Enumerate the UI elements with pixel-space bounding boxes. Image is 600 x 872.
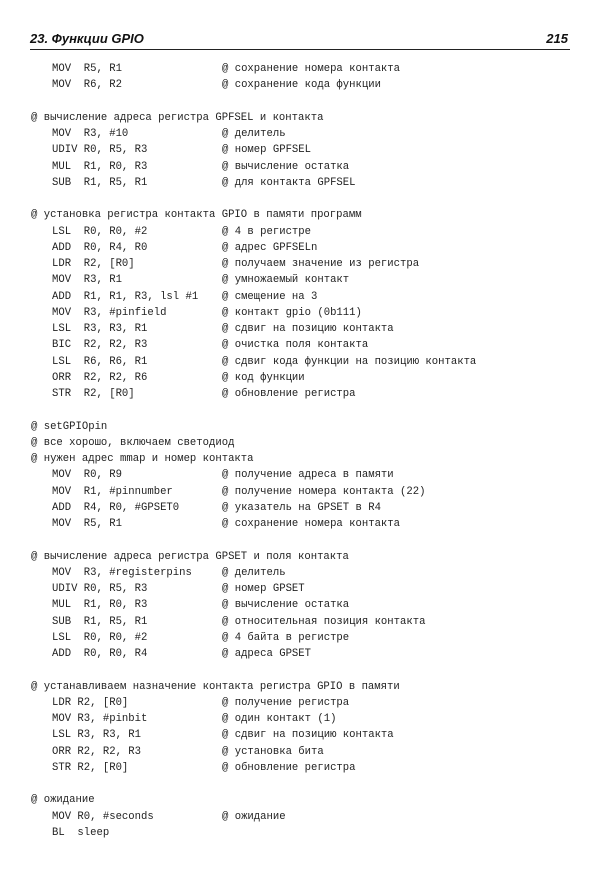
- instruction: ADD R0, R4, R0: [52, 242, 148, 254]
- section-comment: @ setGPIOpin: [31, 421, 108, 433]
- inline-comment: @ получение номера контакта (22): [222, 486, 426, 498]
- inline-comment: @ адреса GPSET: [222, 648, 312, 660]
- instruction: LSL R0, R0, #2: [52, 226, 148, 238]
- instruction: ADD R0, R0, R4: [52, 648, 148, 660]
- instruction: MOV R3, #pinbit: [52, 713, 148, 725]
- instruction: LDR R2, [R0]: [52, 697, 129, 709]
- inline-comment: @ установка бита: [222, 746, 324, 758]
- instruction: MOV R1, #pinnumber: [52, 486, 173, 498]
- instruction: MOV R3, #registerpins: [52, 567, 192, 579]
- inline-comment: @ получение адреса в памяти: [222, 469, 394, 481]
- inline-comment: @ сохранение кода функции: [222, 79, 381, 91]
- instruction: LSL R6, R6, R1: [52, 356, 148, 368]
- inline-comment: @ относительная позиция контакта: [222, 616, 426, 628]
- inline-comment: @ контакт gpio (0b111): [222, 307, 362, 319]
- section-comment: @ вычисление адреса регистра GPSET и поля контакта: [31, 551, 349, 563]
- instruction: UDIV R0, R5, R3: [52, 144, 148, 156]
- instruction: MOV R5, R1: [52, 63, 122, 75]
- inline-comment: @ номер GPFSEL: [222, 144, 312, 156]
- inline-comment: @ обновление регистра: [222, 388, 356, 400]
- instruction: MOV R5, R1: [52, 518, 122, 530]
- instruction: STR R2, [R0]: [52, 388, 135, 400]
- chapter-title: 23. Функции GPIO: [30, 31, 144, 46]
- inline-comment: @ получаем значение из регистра: [222, 258, 420, 270]
- instruction: BIC R2, R2, R3: [52, 339, 148, 351]
- inline-comment: @ 4 в регистре: [222, 226, 312, 238]
- inline-comment: @ делитель: [222, 567, 286, 579]
- instruction: MOV R3, R1: [52, 274, 122, 286]
- inline-comment: @ сдвиг на позицию контакта: [222, 729, 394, 741]
- inline-comment: @ умножаемый контакт: [222, 274, 350, 286]
- section-comment: @ вычисление адреса регистра GPFSEL и контакта: [31, 112, 324, 124]
- inline-comment: @ сохранение номера контакта: [222, 63, 401, 75]
- inline-comment: @ сдвиг кода функции на позицию контакта: [222, 356, 477, 368]
- inline-comment: @ сохранение номера контакта: [222, 518, 401, 530]
- instruction: LSL R3, R3, R1: [52, 729, 142, 741]
- inline-comment: @ один контакт (1): [222, 713, 337, 725]
- inline-comment: @ указатель на GPSET в R4: [222, 502, 381, 514]
- inline-comment: @ адрес GPFSELn: [222, 242, 318, 254]
- instruction: ADD R4, R0, #GPSET0: [52, 502, 180, 514]
- instruction: ORR R2, R2, R6: [52, 372, 148, 384]
- inline-comment: @ делитель: [222, 128, 286, 140]
- instruction: MUL R1, R0, R3: [52, 599, 148, 611]
- instruction: LSL R3, R3, R1: [52, 323, 148, 335]
- instruction: SUB R1, R5, R1: [52, 177, 148, 189]
- inline-comment: @ код функции: [222, 372, 305, 384]
- instruction: MUL R1, R0, R3: [52, 161, 148, 173]
- instruction: UDIV R0, R5, R3: [52, 583, 148, 595]
- instruction: MOV R0, R9: [52, 469, 122, 481]
- instruction: ORR R2, R2, R3: [52, 746, 142, 758]
- inline-comment: @ очистка поля контакта: [222, 339, 369, 351]
- section-comment: @ ожидание: [31, 794, 95, 806]
- instruction: LDR R2, [R0]: [52, 258, 135, 270]
- instruction: MOV R3, #10: [52, 128, 129, 140]
- inline-comment: @ сдвиг на позицию контакта: [222, 323, 394, 335]
- instruction: MOV R6, R2: [52, 79, 122, 91]
- instruction: MOV R0, #seconds: [52, 811, 154, 823]
- section-comment: @ нужен адрес mmap и номер контакта: [31, 453, 254, 465]
- instruction: ADD R1, R1, R3, lsl #1: [52, 291, 199, 303]
- instruction: STR R2, [R0]: [52, 762, 129, 774]
- section-comment: @ устанавливаем назначение контакта регистра GPIO в памяти: [31, 681, 400, 693]
- instruction: BL sleep: [52, 827, 110, 839]
- inline-comment: @ 4 байта в регистре: [222, 632, 350, 644]
- instruction: MOV R3, #pinfield: [52, 307, 167, 319]
- inline-comment: @ получение регистра: [222, 697, 350, 709]
- page-number: 215: [546, 31, 568, 46]
- instruction: LSL R0, R0, #2: [52, 632, 148, 644]
- inline-comment: @ вычисление остатка: [222, 599, 350, 611]
- inline-comment: @ вычисление остатка: [222, 161, 350, 173]
- inline-comment: @ обновление регистра: [222, 762, 356, 774]
- inline-comment: @ номер GPSET: [222, 583, 305, 595]
- instruction: SUB R1, R5, R1: [52, 616, 148, 628]
- section-comment: @ все хорошо, включаем светодиод: [31, 437, 235, 449]
- inline-comment: @ для контакта GPFSEL: [222, 177, 356, 189]
- inline-comment: @ ожидание: [222, 811, 286, 823]
- inline-comment: @ смещение на 3: [222, 291, 318, 303]
- section-comment: @ установка регистра контакта GPIO в памяти программ: [31, 209, 362, 221]
